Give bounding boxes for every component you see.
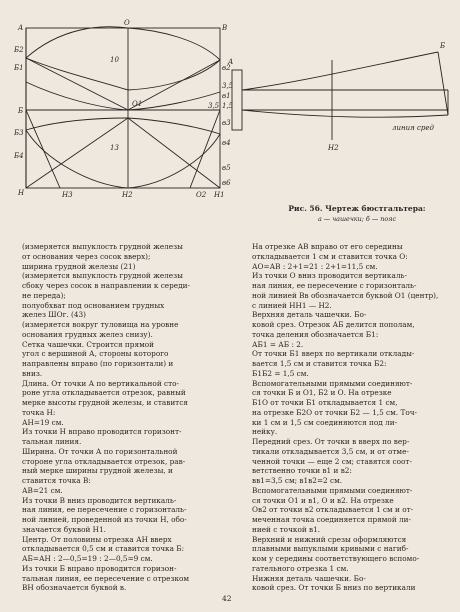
text-line: сбоку через сосок в направлении к середи- <box>22 281 190 290</box>
text-line: желез ШОг. (43) <box>22 310 87 320</box>
text-line: Передний срез. От точки в вверх по вер- <box>252 437 410 446</box>
text-line: вниз. <box>22 368 43 378</box>
text-line: АН=19 см. <box>22 417 64 427</box>
figure-label: Н3 <box>62 191 73 199</box>
text-line: Центр. От половины отрезка АН вверх <box>22 534 172 544</box>
text-line: стороне угла откладывается отрезок, рав- <box>22 456 186 466</box>
text-line: мерке высоты грудной железы, и ставится <box>22 398 188 407</box>
text-line: откладывается 1 см и ставится точка О: <box>252 251 408 261</box>
text-line: ся точки Б и О1, Б2 и О. На отрезке <box>252 388 392 398</box>
figure-label: Б1 <box>14 64 24 72</box>
figure-label: О2 <box>196 191 207 199</box>
text-line: Нижняя деталь чашечки. Бо- <box>252 573 366 583</box>
figure-label: Б3 <box>14 129 24 137</box>
text-line: ковой срез. Отрезок АБ делится пополам, <box>252 320 415 329</box>
text-line: ветственно точки в1 и в2: <box>252 466 352 476</box>
text-line: От точки Б1 вверх по вертикали отклады- <box>252 349 415 359</box>
figure-label: О1 <box>132 100 143 108</box>
text-line: тикали откладывается 3,5 см, и от отме- <box>252 446 409 456</box>
text-line: значается буквой Н1. <box>22 524 106 534</box>
caption-title: Рис. 56. Чертеж бюстгальтера: <box>288 204 426 213</box>
text-line: АВ=21 см. <box>22 485 63 495</box>
text-line: Из точки О вниз проводится вертикаль- <box>252 271 407 281</box>
text-line: плавными выпуклыми кривыми с нагиб- <box>252 544 409 554</box>
text-line: АБ1 = АБ : 2. <box>252 339 304 349</box>
text-line: Ов2 от точки в2 откладывается 1 см и от- <box>252 505 414 515</box>
text-line: АО=АВ : 2+1=21 : 2+1=11,5 см. <box>252 261 378 271</box>
text-line: ширина грудной железы (21) <box>22 261 136 271</box>
text-line: ся точки О1 и в1, О и в2. На отрезке <box>252 495 394 505</box>
text-line: направлены вправо (по горизонтали) и <box>22 359 174 368</box>
text-line: полуобхват под основанием грудных <box>22 300 165 310</box>
figure-label: Б <box>18 107 24 115</box>
figure-label: Н2 <box>328 144 339 152</box>
text-line: Верхний и нижний срезы оформляются <box>252 534 407 544</box>
text-line: вается 1,5 см и ставится точка Б2: <box>252 359 387 368</box>
text-line: гательного отрезка 1 см. <box>252 563 349 573</box>
text-line: ставится точка В: <box>22 476 91 485</box>
figure-label: в3 <box>222 119 231 127</box>
figure-caption <box>262 203 452 225</box>
figure-label: Н2 <box>122 191 133 199</box>
text-line: Длина. От точки А по вертикальной сто- <box>22 378 179 388</box>
figure-label: Б4 <box>14 152 24 160</box>
figure-measure: 1,5 <box>222 102 234 110</box>
text-column-left <box>22 242 227 593</box>
text-line: от основания через сосок вверх); <box>22 251 151 261</box>
text-line: точка деления обозначается Б1: <box>252 329 379 339</box>
figure-label: О <box>124 19 130 27</box>
text-line: Ширина. От точки А по горизонтальной <box>22 446 178 456</box>
text-line: ная линия, ее пересечение с горизонталь- <box>22 505 187 515</box>
text-line: роне угла откладывается отрезок, равный <box>22 388 186 398</box>
figure-label: в4 <box>222 139 231 147</box>
figure-label: в2 <box>222 64 231 72</box>
figure-measure: 3,5 <box>222 82 234 90</box>
text-line: на отрезке Б2О от точки Б2 — 1,5 см. Точ- <box>252 407 417 417</box>
figure-label: Н1 <box>214 191 225 199</box>
figure-label: А <box>228 58 234 66</box>
text-line: меченная точка соединяется прямой ли- <box>252 515 411 524</box>
text-line: ВН обозначается буквой в. <box>22 583 127 593</box>
figure-label: Б <box>440 42 446 50</box>
text-line: Вспомогательными прямыми соединяют- <box>252 378 413 388</box>
text-line: Вспомогательными прямыми соединяют- <box>252 485 413 495</box>
figure-note: линия сред <box>392 124 434 132</box>
text-line: ная линия, ее пересечение с горизонталь- <box>252 281 417 290</box>
text-line: нией с точкой в1. <box>252 524 321 534</box>
text-line: ковой срез. От точки Б вниз по вертикали <box>252 583 416 593</box>
text-line: нейку. <box>252 427 278 437</box>
text-line: тальная линия, ее пересечение с отрезком <box>22 573 190 583</box>
text-line: основания грудных желез снизу). <box>22 329 153 339</box>
text-line: вв1=3,5 см; в1в2=2 см. <box>252 476 343 485</box>
caption-subtitle: а — чашечки; б — пояс <box>317 215 397 223</box>
text-line: (измеряется вокруг туловища на уровне <box>22 320 179 329</box>
text-line: точка Н: <box>22 407 56 417</box>
figure-label: в1 <box>222 92 231 100</box>
text-line: На отрезке АВ вправо от его середины <box>252 242 403 251</box>
text-line: ки 1 см и 1,5 см соединяются под ли- <box>252 417 398 427</box>
text-line: (измеряется выпуклость грудной железы <box>22 242 183 251</box>
text-line: Из точки В вниз проводится вертикаль- <box>22 495 177 505</box>
page-number: 42 <box>222 594 232 603</box>
text-line: Б1О от точки Б1 откладывается 1 см, <box>252 398 398 407</box>
figure-measure: 13 <box>110 144 119 152</box>
text-line: Б1Б2 = 1,5 см. <box>252 368 309 378</box>
figure-label: В <box>222 24 228 32</box>
text-line: ком у середины соответствующего вспомо- <box>252 554 420 563</box>
text-line: АБ=АН : 2—0,5=19 : 2—0,5=9 см. <box>22 554 153 563</box>
text-line: ный мерке ширины грудной железы, и <box>22 466 173 476</box>
figure-label: в6 <box>222 179 231 187</box>
figure-label: А <box>18 24 24 32</box>
figure-measure: 10 <box>110 56 119 64</box>
text-line: с линией НН1 — Н2. <box>252 300 332 310</box>
text-line: ной линией Вв обозначается буквой О1 (центр), <box>252 290 439 300</box>
figure-label: в5 <box>222 164 231 172</box>
text-line: Сетка чашечки. Строится прямой <box>22 339 154 349</box>
figure-label: Н <box>18 189 25 197</box>
text-line: (измеряется выпуклость грудной железы <box>22 271 183 281</box>
text-line: ченной точки — еще 2 см; ставятся соот- <box>252 456 412 466</box>
text-column-right <box>252 242 457 593</box>
text-line: Из точки Н вправо проводится горизонт- <box>22 427 182 437</box>
text-line: угол с вершиной А, стороны которого <box>22 349 169 359</box>
text-line: тальная линия. <box>22 437 82 446</box>
figure-label: Б2 <box>14 46 24 54</box>
text-line: Верхняя деталь чашечки. Бо- <box>252 310 367 320</box>
text-line: не переда); <box>22 290 66 300</box>
figure-measure: 3,5 <box>208 102 220 110</box>
text-line: откладывается 0,5 см и ставится точка Б: <box>22 544 185 554</box>
text-line: ной линией, проведенной из точки Н, обо- <box>22 515 187 524</box>
text-line: Из точки Б вправо проводится горизон- <box>22 563 177 573</box>
